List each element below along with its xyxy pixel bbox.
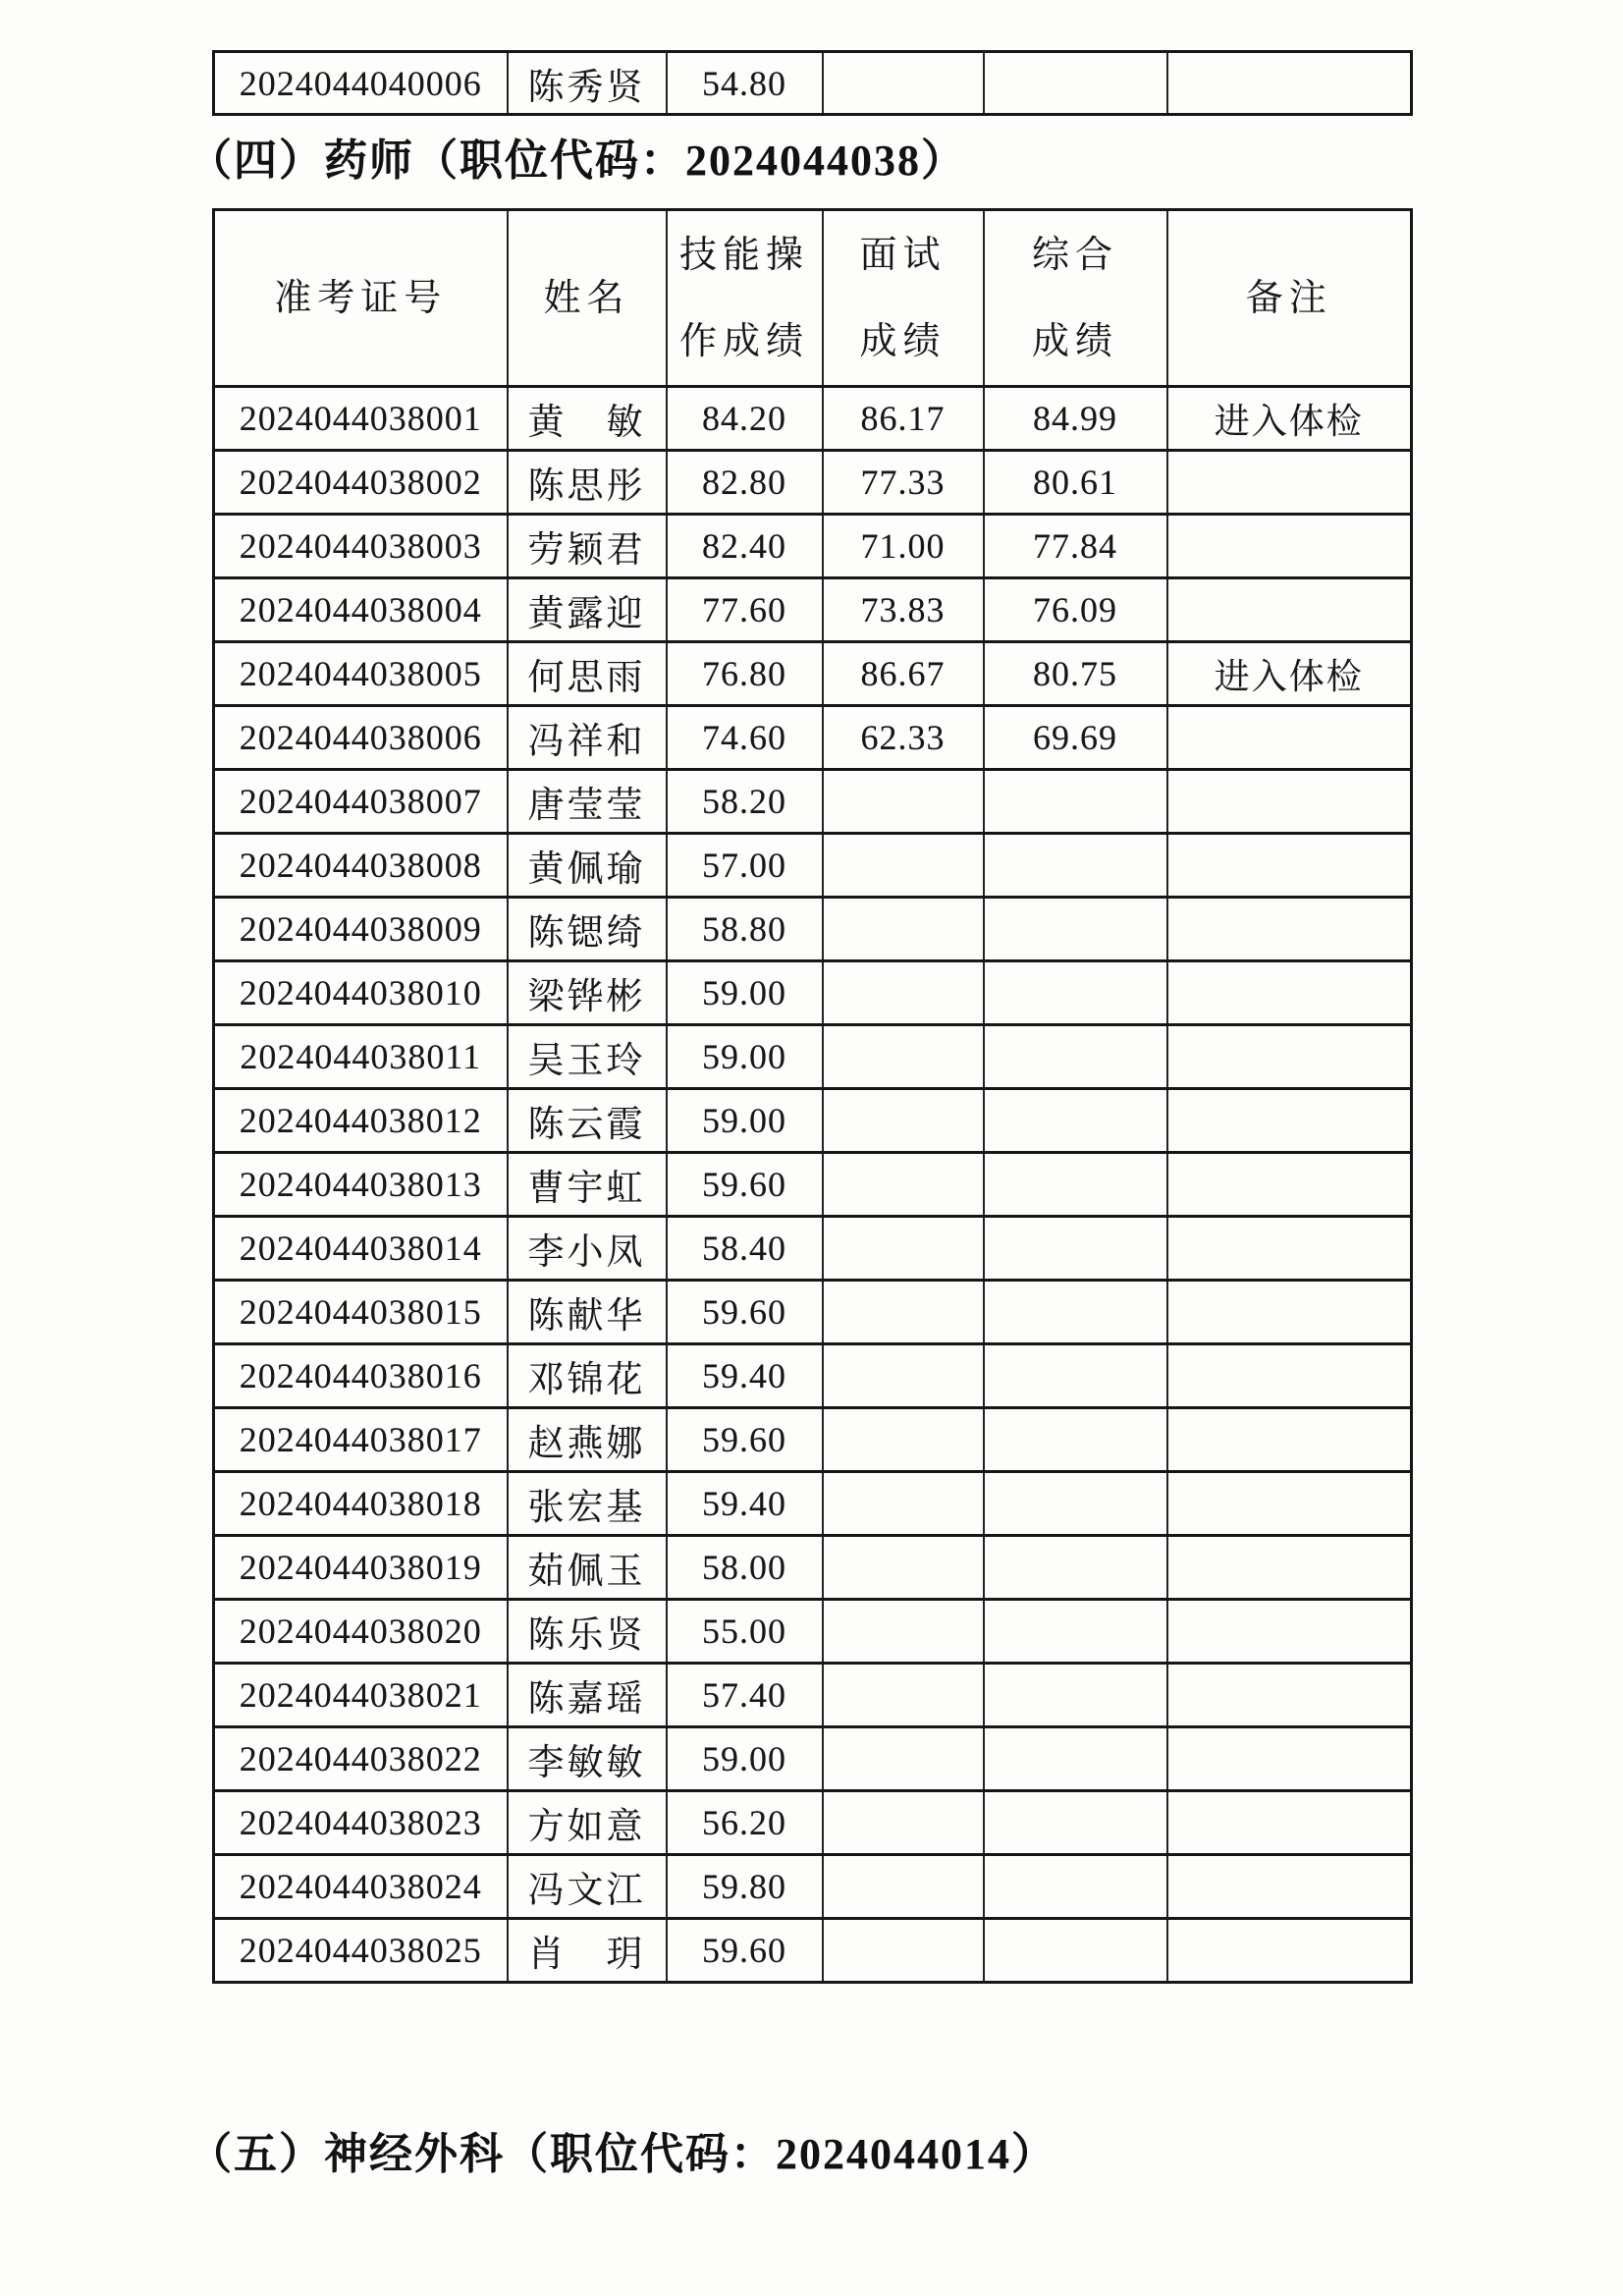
note-cell — [1167, 770, 1412, 834]
table-row — [214, 1408, 1412, 1472]
exam-id-cell: 2024044038005 — [214, 642, 508, 706]
interview-score-cell — [823, 1727, 984, 1791]
interview-score-cell: 77.33 — [823, 451, 984, 515]
table-row — [214, 961, 1412, 1025]
interview-score-cell: 86.17 — [823, 387, 984, 451]
skill-score-cell: 84.20 — [667, 387, 823, 451]
note-cell — [1167, 1855, 1412, 1919]
skill-score-cell: 59.40 — [667, 1344, 823, 1408]
name-cell: 方如意 — [508, 1791, 667, 1855]
note-cell — [1167, 1472, 1412, 1536]
interview-score-cell — [823, 961, 984, 1025]
table-row — [214, 1472, 1412, 1536]
table-row — [214, 898, 1412, 961]
note-cell — [1167, 898, 1412, 961]
exam-id-cell: 2024044038002 — [214, 451, 508, 515]
name-cell: 肖 玥 — [508, 1919, 667, 1983]
note-cell — [1167, 706, 1412, 770]
skill-score-cell: 59.60 — [667, 1408, 823, 1472]
table-row — [214, 1600, 1412, 1664]
composite-score-cell — [984, 1727, 1167, 1791]
section-heading-pharmacist: （四）药师（职位代码：2024044038） — [189, 137, 966, 185]
exam-id-cell: 2024044038006 — [214, 706, 508, 770]
skill-score-cell: 59.60 — [667, 1153, 823, 1217]
composite-score-cell: 77.84 — [984, 515, 1167, 578]
header-interview-score: 面试 成绩 — [823, 210, 984, 387]
name-cell: 陈云霞 — [508, 1089, 667, 1153]
interview-score-cell: 71.00 — [823, 515, 984, 578]
skill-score-cell: 76.80 — [667, 642, 823, 706]
exam-id-cell: 2024044038025 — [214, 1919, 508, 1983]
header-composite-score: 综合 成绩 — [984, 210, 1167, 387]
table-row — [214, 578, 1412, 642]
skill-score-cell: 59.60 — [667, 1919, 823, 1983]
interview-score-cell: 86.67 — [823, 642, 984, 706]
name-cell: 李小凤 — [508, 1217, 667, 1281]
interview-score-cell: 62.33 — [823, 706, 984, 770]
interview-score-cell — [823, 1536, 984, 1600]
note-cell — [1167, 1089, 1412, 1153]
exam-id-cell: 2024044038008 — [214, 834, 508, 898]
skill-score-cell: 57.40 — [667, 1664, 823, 1727]
interview-score-cell — [823, 1089, 984, 1153]
exam-id-cell: 2024044038020 — [214, 1600, 508, 1664]
skill-score-cell: 74.60 — [667, 706, 823, 770]
composite-score-cell — [984, 961, 1167, 1025]
header-exam-id: 准考证号 — [214, 210, 508, 387]
name-cell: 李敏敏 — [508, 1727, 667, 1791]
composite-score-cell: 69.69 — [984, 706, 1167, 770]
exam-id-cell: 2024044038015 — [214, 1281, 508, 1344]
composite-score-cell — [984, 1919, 1167, 1983]
skill-score-cell: 58.80 — [667, 898, 823, 961]
exam-id-cell: 2024044038016 — [214, 1344, 508, 1408]
composite-score-cell — [984, 1536, 1167, 1600]
composite-score-cell — [984, 1089, 1167, 1153]
interview-score-cell — [823, 834, 984, 898]
composite-score-cell — [984, 1600, 1167, 1664]
interview-score-cell — [823, 1791, 984, 1855]
table-row — [214, 1025, 1412, 1089]
skill-score-cell: 59.00 — [667, 1727, 823, 1791]
note-cell — [1167, 1281, 1412, 1344]
exam-id-cell: 2024044038021 — [214, 1664, 508, 1727]
skill-score-cell: 55.00 — [667, 1600, 823, 1664]
header-name: 姓名 — [508, 210, 667, 387]
interview-score-cell — [823, 898, 984, 961]
pharmacist-results-table — [212, 208, 1413, 1984]
name-cell: 黄 敏 — [508, 387, 667, 451]
exam-id-cell: 2024044038001 — [214, 387, 508, 451]
exam-id-cell: 2024044038017 — [214, 1408, 508, 1472]
skill-score-cell: 82.80 — [667, 451, 823, 515]
name-cell: 陈锶绮 — [508, 898, 667, 961]
table-row — [214, 387, 1412, 451]
note-cell — [1167, 961, 1412, 1025]
section-heading-neurosurgery: （五）神经外科（职位代码：2024044014） — [189, 2130, 1056, 2178]
header-note: 备注 — [1167, 210, 1412, 387]
skill-score-cell: 59.80 — [667, 1855, 823, 1919]
composite-score-cell — [984, 1855, 1167, 1919]
exam-id-cell: 2024044038007 — [214, 770, 508, 834]
note-cell — [1167, 1600, 1412, 1664]
exam-id-cell: 2024044038004 — [214, 578, 508, 642]
composite-score-cell: 76.09 — [984, 578, 1167, 642]
skill-score-cell: 56.20 — [667, 1791, 823, 1855]
interview-score-cell — [823, 1344, 984, 1408]
note-cell — [1167, 515, 1412, 578]
skill-score-cell: 58.00 — [667, 1536, 823, 1600]
table-row — [214, 451, 1412, 515]
table-row — [214, 1217, 1412, 1281]
table-row — [214, 706, 1412, 770]
skill-score-cell: 59.00 — [667, 961, 823, 1025]
composite-score-cell — [984, 1472, 1167, 1536]
name-cell: 梁铧彬 — [508, 961, 667, 1025]
exam-id-cell: 2024044038014 — [214, 1217, 508, 1281]
composite-score-cell: 84.99 — [984, 387, 1167, 451]
table-row — [214, 770, 1412, 834]
name-cell: 茹佩玉 — [508, 1536, 667, 1600]
composite-score-cell — [984, 1153, 1167, 1217]
table-row — [214, 1281, 1412, 1344]
name-cell: 吴玉玲 — [508, 1025, 667, 1089]
composite-score-cell — [984, 1408, 1167, 1472]
interview-score-cell — [823, 1408, 984, 1472]
name-cell: 陈乐贤 — [508, 1600, 667, 1664]
composite-score-cell — [984, 898, 1167, 961]
note-cell — [1167, 1217, 1412, 1281]
exam-id-cell: 2024044038024 — [214, 1855, 508, 1919]
composite-score-cell: 80.61 — [984, 451, 1167, 515]
header-skill-score: 技能操 作成绩 — [667, 210, 823, 387]
skill-score-cell: 82.40 — [667, 515, 823, 578]
skill-score-cell: 54.80 — [667, 52, 823, 115]
skill-score-cell: 77.60 — [667, 578, 823, 642]
note-cell — [1167, 578, 1412, 642]
composite-score-cell — [984, 1791, 1167, 1855]
interview-score-cell: 73.83 — [823, 578, 984, 642]
note-cell — [1167, 1664, 1412, 1727]
skill-score-cell: 59.40 — [667, 1472, 823, 1536]
composite-score-cell: 80.75 — [984, 642, 1167, 706]
composite-score-cell — [984, 1281, 1167, 1344]
name-cell: 张宏基 — [508, 1472, 667, 1536]
skill-score-cell: 59.60 — [667, 1281, 823, 1344]
name-cell: 陈献华 — [508, 1281, 667, 1344]
interview-score-cell — [823, 1281, 984, 1344]
exam-id-cell: 2024044038010 — [214, 961, 508, 1025]
table-row — [214, 642, 1412, 706]
skill-score-cell: 59.00 — [667, 1089, 823, 1153]
note-cell — [1167, 1791, 1412, 1855]
name-cell: 曹宇虹 — [508, 1153, 667, 1217]
name-cell: 邓锦花 — [508, 1344, 667, 1408]
table-row — [214, 834, 1412, 898]
interview-score-cell — [823, 1025, 984, 1089]
name-cell: 劳颖君 — [508, 515, 667, 578]
composite-score-cell — [984, 1217, 1167, 1281]
exam-id-cell: 2024044038009 — [214, 898, 508, 961]
composite-score-cell — [984, 834, 1167, 898]
table-row — [214, 1344, 1412, 1408]
note-cell — [1167, 1344, 1412, 1408]
interview-score-cell — [823, 1600, 984, 1664]
interview-score-cell — [823, 1919, 984, 1983]
table-row — [214, 1855, 1412, 1919]
name-cell: 唐莹莹 — [508, 770, 667, 834]
exam-id-cell: 2024044038023 — [214, 1791, 508, 1855]
carryover-table — [212, 50, 1413, 116]
composite-score-cell — [984, 770, 1167, 834]
note-cell — [1167, 1025, 1412, 1089]
table-row — [214, 1919, 1412, 1983]
exam-id-cell: 2024044038013 — [214, 1153, 508, 1217]
exam-id-cell: 2024044038022 — [214, 1727, 508, 1791]
composite-score-cell — [984, 1664, 1167, 1727]
exam-id-cell: 2024044040006 — [214, 52, 508, 115]
name-cell: 陈思彤 — [508, 451, 667, 515]
composite-score-cell — [984, 1025, 1167, 1089]
table-row — [214, 515, 1412, 578]
table-row — [214, 52, 1412, 115]
note-cell — [1167, 1536, 1412, 1600]
interview-score-cell — [823, 770, 984, 834]
table-row — [214, 1664, 1412, 1727]
name-cell: 黄佩瑜 — [508, 834, 667, 898]
table-row — [214, 1536, 1412, 1600]
composite-score-cell — [984, 52, 1167, 115]
skill-score-cell: 59.00 — [667, 1025, 823, 1089]
composite-score-cell — [984, 1344, 1167, 1408]
interview-score-cell — [823, 1472, 984, 1536]
interview-score-cell — [823, 1217, 984, 1281]
header-row — [214, 210, 1412, 387]
skill-score-cell: 57.00 — [667, 834, 823, 898]
name-cell: 何思雨 — [508, 642, 667, 706]
note-cell — [1167, 1153, 1412, 1217]
table-row — [214, 1791, 1412, 1855]
table-row — [214, 1153, 1412, 1217]
name-cell: 冯祥和 — [508, 706, 667, 770]
note-cell — [1167, 52, 1412, 115]
note-cell — [1167, 834, 1412, 898]
name-cell: 黄露迎 — [508, 578, 667, 642]
note-cell — [1167, 451, 1412, 515]
skill-score-cell: 58.40 — [667, 1217, 823, 1281]
note-cell: 进入体检 — [1167, 387, 1412, 451]
note-cell — [1167, 1919, 1412, 1983]
note-cell: 进入体检 — [1167, 642, 1412, 706]
exam-id-cell: 2024044038019 — [214, 1536, 508, 1600]
interview-score-cell — [823, 1664, 984, 1727]
exam-id-cell: 2024044038011 — [214, 1025, 508, 1089]
name-cell: 赵燕娜 — [508, 1408, 667, 1472]
skill-score-cell: 58.20 — [667, 770, 823, 834]
name-cell: 陈秀贤 — [508, 52, 667, 115]
note-cell — [1167, 1408, 1412, 1472]
table-row — [214, 1727, 1412, 1791]
exam-id-cell: 2024044038018 — [214, 1472, 508, 1536]
results-tbody — [214, 387, 1412, 1983]
exam-id-cell: 2024044038003 — [214, 515, 508, 578]
interview-score-cell — [823, 1153, 984, 1217]
exam-id-cell: 2024044038012 — [214, 1089, 508, 1153]
note-cell — [1167, 1727, 1412, 1791]
name-cell: 陈嘉瑶 — [508, 1664, 667, 1727]
interview-score-cell — [823, 1855, 984, 1919]
name-cell: 冯文江 — [508, 1855, 667, 1919]
interview-score-cell — [823, 52, 984, 115]
table-row — [214, 1089, 1412, 1153]
